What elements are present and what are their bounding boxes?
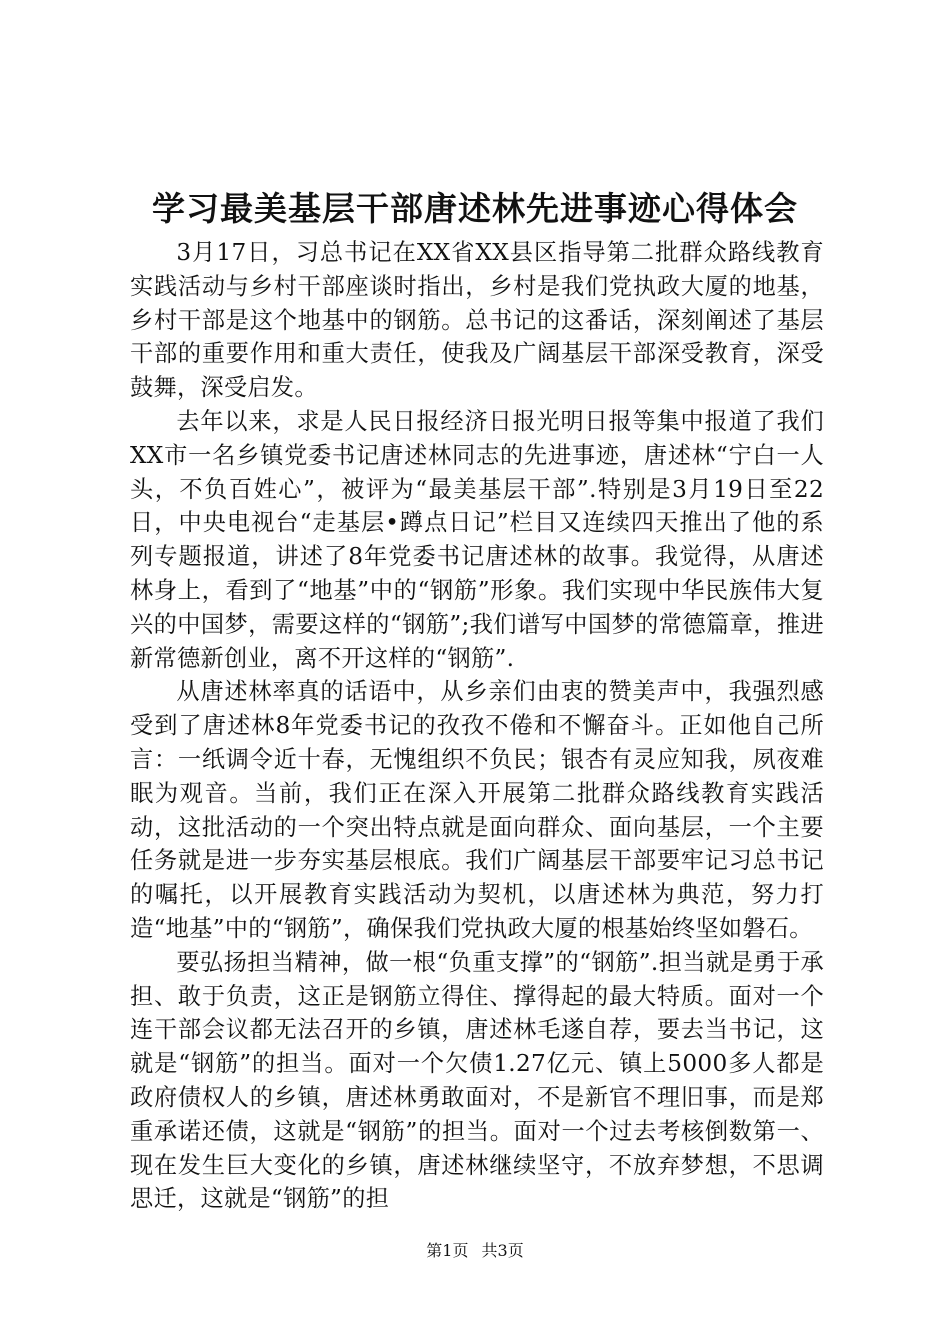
paragraph-4: 要弘扬担当精神，做一根“负重支撑”的“钢筋”.担当就是勇于承担、敢于负责，这正是钢筋立得住、撑得起的最大特质。面对一个连干部会议都无法召开的乡镇，唐述林毛遂自荐，要去当书记，这就是“钢筋”的担当。面对一个欠债1.27亿元、镇上5000多人都是政府债权人的乡镇，唐述林勇敢面对，不是新官不理旧事，而是郑重承诺还债，这就是“钢筋”的担当。面对一个过去考核倒数第一、现在发生巨大变化的乡镇，唐述林继续坚守，不放弃梦想，不思调思迁，这就是“钢筋”的担 <box>130 948 824 1213</box>
document-title: 学习最美基层干部唐述林先进事迹心得体会 <box>152 189 798 228</box>
document-body <box>130 236 824 1216</box>
paragraph-2: 去年以来，求是人民日报经济日报光明日报等集中报道了我们XX市一名乡镇党委书记唐述林同志的先进事迹，唐述林“宁白一人头，不负百姓心”，被评为“最美基层干部”.特别是3月19日至22日，中央电视台“走基层•蹲点日记”栏目又连续四天推出了他的系列专题报道，讲述了8年党委书记唐述林的故事。我觉得，从唐述林身上，看到了“地基”中的“钢筋”形象。我们实现中华民族伟大复兴的中国梦，需要这样的“钢筋”;我们谱写中国梦的常德篇章，推进新常德新创业，离不开这样的“钢筋”. <box>130 407 824 672</box>
paragraph-1: 3月17日，习总书记在XX省XX县区指导第二批群众路线教育实践活动与乡村干部座谈时指出，乡村是我们党执政大厦的地基，乡村干部是这个地基中的钢筋。总书记的这番话，深刻阐述了基层干部的重要作用和重大责任，使我及广阔基层干部深受教育，深受鼓舞，深受启发。 <box>130 239 824 402</box>
page-footer <box>0 1240 950 1262</box>
page-total: 共3页 <box>481 1241 524 1260</box>
page-number: 第1页 <box>426 1241 469 1260</box>
paragraph-3: 从唐述林率真的话语中，从乡亲们由衷的赞美声中，我强烈感受到了唐述林8年党委书记的孜孜不倦和不懈奋斗。正如他自己所言：一纸调令近十春，无愧组织不负民；银杏有灵应知我，夙夜难眠为观音。当前，我们正在深入开展第二批群众路线教育实践活动，这批活动的一个突出特点就是面向群众、面向基层，一个主要任务就是进一步夯实基层根底。我们广阔基层干部要牢记习总书记的嘱托，以开展教育实践活动为契机，以唐述林为典范，努力打造“地基”中的“钢筋”，确保我们党执政大厦的根基始终坚如磐石。 <box>130 678 824 942</box>
